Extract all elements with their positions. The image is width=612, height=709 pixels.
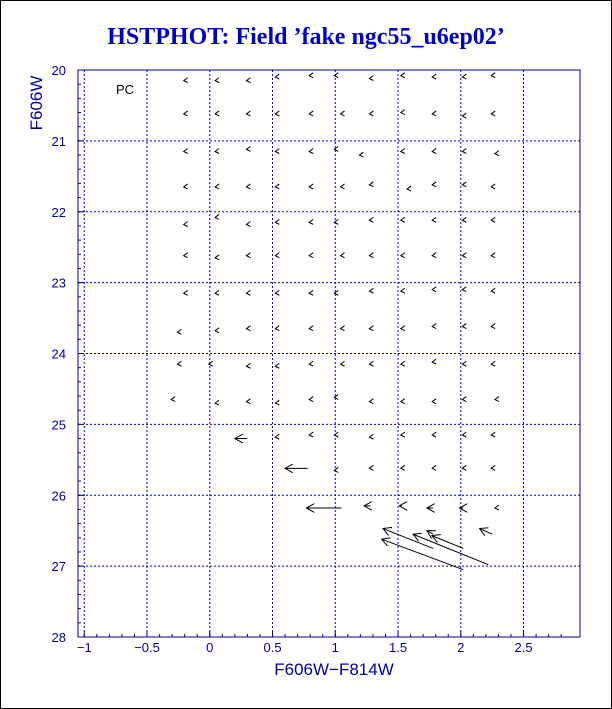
data-point	[462, 432, 466, 437]
data-point	[401, 399, 405, 404]
data-point	[275, 434, 279, 439]
data-point	[215, 290, 219, 295]
data-point	[432, 399, 436, 404]
data-point	[246, 111, 250, 116]
data-point	[309, 111, 313, 116]
x-tick-label: 2	[457, 640, 465, 655]
x-tick-label: 1.5	[388, 640, 408, 655]
panel-label: PC	[116, 82, 135, 97]
data-point	[369, 253, 373, 258]
data-point	[246, 290, 250, 295]
data-point	[401, 288, 405, 293]
data-point	[369, 288, 373, 293]
data-point	[401, 253, 405, 258]
data-point	[275, 253, 279, 258]
data-point	[401, 432, 405, 437]
data-point	[177, 329, 181, 334]
y-tick-label: 25	[51, 417, 66, 433]
x-tick-label: 2.5	[514, 640, 533, 655]
data-point	[275, 219, 279, 224]
data-point	[432, 253, 436, 258]
data-point	[462, 149, 466, 154]
data-point	[401, 326, 405, 331]
data-point	[432, 182, 436, 187]
x-tick-label: 0.5	[263, 640, 282, 655]
y-tick-label: 27	[51, 559, 66, 575]
data-point	[369, 182, 373, 187]
data-point	[309, 73, 313, 78]
data-vector	[480, 529, 493, 535]
data-point	[462, 74, 466, 79]
data-point	[491, 253, 495, 258]
data-point	[401, 361, 405, 366]
x-tick-label: −1	[76, 640, 92, 655]
data-point	[462, 253, 466, 258]
data-vector	[383, 529, 433, 549]
data-point	[369, 326, 373, 331]
data-point	[309, 184, 313, 189]
data-point	[246, 184, 250, 189]
x-tick-label: 0	[206, 640, 214, 655]
data-point	[246, 363, 250, 368]
data-point	[401, 217, 405, 222]
data-point	[209, 361, 213, 366]
data-point	[369, 217, 373, 222]
data-point	[491, 111, 495, 116]
data-point	[495, 505, 499, 510]
data-point	[215, 78, 219, 83]
data-point	[184, 78, 188, 83]
data-point	[341, 184, 345, 189]
data-vector	[427, 531, 433, 535]
data-point	[401, 110, 405, 115]
data-point	[462, 465, 466, 470]
data-point	[309, 326, 313, 331]
data-point	[462, 361, 466, 366]
data-vector	[432, 536, 463, 549]
data-point	[491, 73, 495, 78]
data-point	[432, 324, 436, 329]
data-point	[275, 74, 279, 79]
data-point	[309, 253, 313, 258]
data-point	[462, 397, 466, 402]
y-tick-label: 21	[51, 133, 66, 149]
grid-lines	[78, 70, 580, 637]
data-point	[184, 184, 188, 189]
data-point	[462, 113, 466, 118]
data-point	[215, 255, 219, 260]
data-point	[275, 149, 279, 154]
data-point	[309, 219, 313, 224]
y-tick-label: 28	[51, 630, 66, 645]
data-point	[432, 74, 436, 79]
data-point	[491, 184, 495, 189]
data-point	[309, 432, 313, 437]
y-tick-label: 20	[51, 63, 66, 78]
data-point	[491, 217, 495, 222]
data-point	[341, 326, 345, 331]
data-point	[215, 111, 219, 116]
data-point	[171, 397, 175, 402]
data-point	[407, 186, 411, 191]
data-point	[184, 253, 188, 258]
data-point	[462, 182, 466, 187]
data-point	[491, 432, 495, 437]
data-point	[246, 222, 250, 227]
data-point	[184, 222, 188, 227]
data-point	[462, 287, 466, 292]
data-point	[462, 217, 466, 222]
data-point	[184, 290, 188, 295]
data-point	[246, 399, 250, 404]
data-point	[275, 363, 279, 368]
data-vector	[413, 534, 488, 564]
data-point	[495, 151, 499, 156]
data-point	[215, 214, 219, 219]
data-point	[432, 217, 436, 222]
data-point	[275, 326, 279, 331]
data-point	[341, 361, 345, 366]
data-point	[309, 290, 313, 295]
y-tick-label: 22	[51, 204, 66, 220]
data-point	[215, 400, 219, 405]
y-tick-label: 24	[51, 346, 66, 362]
data-point	[401, 73, 405, 78]
data-point	[215, 149, 219, 154]
data-point	[309, 397, 313, 402]
data-point	[491, 361, 495, 366]
data-point	[495, 397, 499, 402]
data-point	[184, 111, 188, 116]
y-tick-label: 26	[51, 488, 66, 504]
y-tick-label: 23	[51, 275, 66, 291]
x-tick-label: 1	[331, 640, 339, 655]
data-point	[359, 152, 363, 157]
data-point	[491, 324, 495, 329]
data-point	[462, 324, 466, 329]
data-point	[369, 111, 373, 116]
data-point	[432, 465, 436, 470]
data-point	[369, 361, 373, 366]
data-point	[246, 78, 250, 83]
data-point	[432, 287, 436, 292]
chart-title: HSTPHOT: Field ’fake ngc55_u6ep02’	[107, 24, 505, 50]
data-point	[432, 111, 436, 116]
data-point	[432, 359, 436, 364]
data-point	[246, 146, 250, 151]
data-point	[275, 111, 279, 116]
data-point	[275, 400, 279, 405]
data-point	[334, 432, 338, 437]
data-point	[401, 149, 405, 154]
data-point	[215, 328, 219, 333]
data-point	[341, 253, 345, 258]
x-axis-label: F606W−F814W	[274, 660, 394, 679]
data-point	[246, 253, 250, 258]
data-point	[177, 361, 181, 366]
data-point	[369, 465, 373, 470]
x-tick-label: −0.5	[134, 640, 160, 655]
data-point	[246, 326, 250, 331]
data-point	[491, 465, 495, 470]
data-point	[369, 399, 373, 404]
data-point	[309, 361, 313, 366]
data-point	[184, 149, 188, 154]
data-point	[491, 288, 495, 293]
y-axis-label: F606W	[27, 75, 46, 131]
data-point	[275, 290, 279, 295]
data-point	[275, 184, 279, 189]
data-point	[369, 434, 373, 439]
data-point	[401, 465, 405, 470]
plot-border	[78, 70, 580, 637]
data-point	[334, 73, 338, 78]
data-point	[432, 432, 436, 437]
data-point	[309, 149, 313, 154]
data-point	[432, 149, 436, 154]
data-point	[369, 76, 373, 81]
data-point	[341, 111, 345, 116]
data-point	[215, 184, 219, 189]
